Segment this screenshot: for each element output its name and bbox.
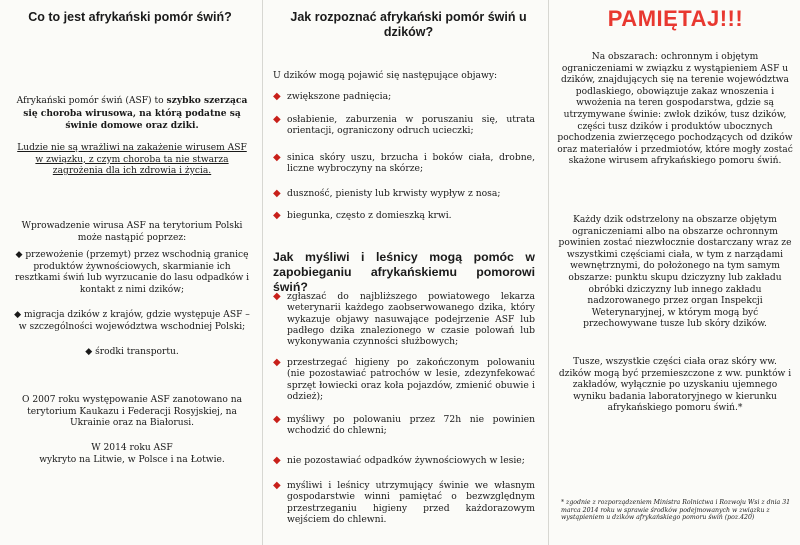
section-title: Jak myśliwi i leśnicy mogą pomóc w zapobieganiu afrykańskiemu pomorowi świń? — [273, 250, 535, 294]
intro-paragraph — [10, 95, 254, 133]
action-item — [273, 480, 535, 525]
history-2014 — [12, 443, 252, 466]
remember-title: PAMIĘTAJ!!! — [607, 6, 744, 31]
diamond-bullet-icon: ◆ — [15, 250, 26, 260]
bullet-item — [10, 250, 254, 296]
diamond-bullet-icon: ◆ — [273, 480, 281, 491]
remember-paragraph-3: Tusze, wszystkie części ciała oraz skóry ww. dzików mogą być przemieszczone z ww. punktów i zakładów, wyłącznie po uzyskaniu ujemnego wyniku badania laboratoryjnego w kierunku afrykańskiego pomoru świń.* — [558, 357, 792, 414]
action-text: myśliwy po polowaniu przez 72h nie powinien wchodzić do chlewni; — [287, 414, 535, 437]
bullet-item — [10, 310, 254, 333]
action-text: zgłaszać do najbliższego powiatowego lekarza weterynarii każdego zaobserwowanego dzika, który wykazuje objawy nasuwające podejrzenie ASF lub padłego dzika znalezionego w czasie polowań lub wykonywania czynności służbowych; — [287, 291, 535, 348]
history-2014-line2: wykryto na Litwie, w Polsce i na Łotwie. — [39, 454, 225, 465]
action-text: przestrzegać higieny po zakończonym polowaniu (nie pozostawiać patrochów w lesie, zdezynfekować sprzęt łowiecki oraz koła pojazdów, zmienić obuwie i odzież); — [287, 357, 535, 402]
column-what-is-asf — [0, 0, 262, 545]
symptom-text: biegunka, często z domieszką krwi. — [287, 210, 452, 221]
action-item — [273, 455, 535, 466]
diamond-bullet-icon: ◆ — [273, 188, 281, 199]
symptom-text: zwiększone padnięcia; — [287, 91, 392, 102]
symptom-item — [273, 91, 535, 102]
action-item — [273, 357, 535, 402]
diamond-bullet-icon: ◆ — [273, 114, 281, 125]
history-2007: O 2007 roku występowanie ASF zanotowano na terytorium Kaukazu i Federacji Rosyjskiej, na Ukrainie oraz na Białorusi. — [22, 395, 242, 429]
symptom-text: duszność, pienisty lub krwisty wypływ z nosa; — [287, 188, 501, 199]
remember-paragraph-2: Każdy dzik odstrzelony na obszarze objętym ograniczeniami albo na obszarze ochronnym powinien zostać niezwłocznie dostarczany wraz ze wszystkimi częściami ciała, w tym z narządami wewnętrznymi, do położonego na tym samym obszarze: punktu skupu dziczyzny lub zakładu obróbki dziczyzny lub innego zakładu nadzorowanego przez organ Inspekcji Weterynaryjnej, w którym mogą być przechowywane tusze lub skóry dzików. — [558, 215, 792, 330]
symptom-item — [273, 188, 535, 199]
action-text: myśliwi i leśnicy utrzymujący świnie we własnym gospodarstwie winni pamiętać o bezwzględnym przestrzeganiu higieny przed każdorazowym wejściem do chlewni. — [287, 480, 535, 525]
symptom-item — [273, 210, 535, 221]
intro-emphasis: szybko szerząca się choroba wirusowa, na którą podatne są świnie domowe oraz dziki. — [23, 95, 248, 132]
bullet-text: migracja dzików z krajów, gdzie występuje ASF – w szczególności województwa wschodniej Polski; — [18, 310, 250, 332]
symptom-text: osłabienie, zaburzenia w poruszaniu się, utrata orientacji, ograniczony odruch ucieczki; — [287, 114, 535, 137]
symptom-item — [273, 152, 535, 175]
action-text: nie pozostawiać odpadków żywnościowych w lesie; — [287, 455, 525, 466]
diamond-bullet-icon: ◆ — [273, 291, 281, 302]
diamond-bullet-icon: ◆ — [85, 347, 96, 357]
column-symptoms — [263, 0, 548, 545]
action-item — [273, 291, 535, 347]
action-item — [273, 414, 535, 437]
column-title: Co to jest afrykański pomór świń? — [28, 10, 232, 24]
humans-paragraph: Ludzie nie są wrażliwi na zakażenie wirusem ASF w związku, z czym choroba ta nie stwarza zagrożenia dla ich zdrowia i życia. — [17, 143, 247, 177]
bullet-text: środki transportu. — [95, 347, 179, 357]
remember-paragraph-1: Na obszarach: ochronnym i objętym ograniczeniami w związku z wystąpieniem ASF u dzików, znajdujących się na terenie województwa podlaskiego, obowiązuje zakaz wnoszenia i wwożenia na teren gospodarstwa, gdzie są utrzymywane świnie: zwłok dzików, tusz dzików, części tusz dzików i produktów ubocznych pochodzenia zwierzęcego pochodzących od dzików oraz materiałów i przedmiotów, które mogły zostać skażone wirusem afrykańskiego pomoru świń. — [557, 52, 793, 167]
intro-heading: Wprowadzenie wirusa ASF na terytorium Polski może nastąpić poprzez: — [21, 221, 243, 243]
history-2014-line1: W 2014 roku ASF — [91, 443, 173, 453]
bullet-item — [10, 347, 254, 359]
footnote: * zgodnie z rozporządzeniem Ministra Rolnictwa i Rozwoju Wsi z dnia 31 marca 2014 roku w sprawie środków podejmowanych w związku z wystąpieniem u dzików afrykańskiego pomoru świń (poz.420) — [561, 499, 791, 522]
symptom-text: sinica skóry uszu, brzucha i boków ciała, drobne, liczne wybroczyny na skórze; — [287, 152, 535, 175]
column-remember — [549, 0, 800, 545]
diamond-bullet-icon: ◆ — [273, 91, 281, 102]
diamond-bullet-icon: ◆ — [273, 455, 281, 466]
bullet-text: przewożenie (przemyt) przez wschodnią granicę produktów żywnościowych, skarmianie ich resztkami świń lub wyrzucanie do lasu odpadków i kontakt z nimi dzików; — [14, 250, 250, 295]
symptom-item — [273, 114, 535, 137]
diamond-bullet-icon: ◆ — [273, 414, 281, 425]
intro-text: Afrykański pomór świń (ASF) to — [16, 96, 164, 106]
symptoms-intro: U dzików mogą pojawić się następujące objawy: — [273, 70, 498, 81]
diamond-bullet-icon: ◆ — [273, 357, 281, 368]
diamond-bullet-icon: ◆ — [14, 310, 25, 320]
diamond-bullet-icon: ◆ — [273, 210, 281, 221]
diamond-bullet-icon: ◆ — [273, 152, 281, 163]
column-title: Jak rozpoznać afrykański pomór świń u dzików? — [290, 10, 527, 39]
